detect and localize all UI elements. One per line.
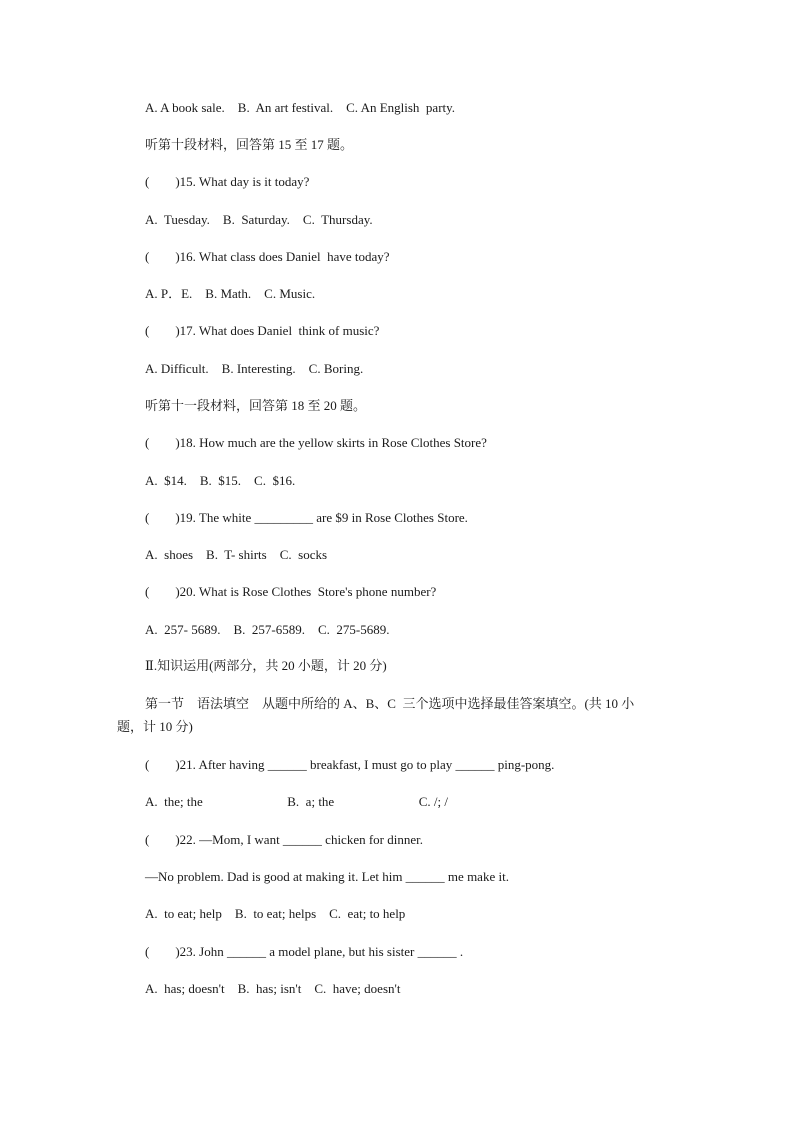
q17-question: ( )17. What does Daniel think of music? <box>145 323 380 338</box>
q23-options: A. has; doesn't B. has; isn't C. have; doesn't <box>145 981 401 996</box>
q17-options: A. Difficult. B. Interesting. C. Boring. <box>145 361 364 376</box>
section-1-instruction-cont: 题，计 10 分) <box>117 719 193 734</box>
section-1-instruction: 第一节 语法填空 从题中所给的 A、B、C 三个选项中选择最佳答案填空。(共 10 小 <box>145 696 635 711</box>
q18-options: A. $14. B. $15. C. $16. <box>145 473 296 488</box>
q14-options: A. A book sale. B. An art festival. C. An English party. <box>145 100 456 115</box>
q18-question: ( )18. How much are the yellow skirts in Rose Clothes Store? <box>145 435 487 450</box>
q19-question: ( )19. The white _________ are $9 in Rose Clothes Store. <box>145 510 468 525</box>
q16-options: A. P．E. B. Math. C. Music. <box>145 286 316 301</box>
section-10-instruction: 听第十段材料，回答第 15 至 17 题。 <box>145 137 354 152</box>
q19-options: A. shoes B. T- shirts C. socks <box>145 547 328 562</box>
q21-options: A. the; the B. a; the C. /; / <box>145 794 448 809</box>
q15-options: A. Tuesday. B. Saturday. C. Thursday. <box>145 212 373 227</box>
q21-question: ( )21. After having ______ breakfast, I must go to play ______ ping-pong. <box>145 757 555 772</box>
q22-dialogue-reply: —No problem. Dad is good at making it. Let him ______ me make it. <box>145 869 509 884</box>
q22-options: A. to eat; help B. to eat; helps C. eat; to help <box>145 906 406 921</box>
section-11-instruction: 听第十一段材料，回答第 18 至 20 题。 <box>145 398 367 413</box>
part-2-heading: Ⅱ.知识运用(两部分，共 20 小题，计 20 分) <box>145 658 387 673</box>
q20-options: A. 257- 5689. B. 257-6589. C. 275-5689. <box>145 622 390 637</box>
q20-question: ( )20. What is Rose Clothes Store's phone number? <box>145 584 437 599</box>
q22-question: ( )22. —Mom, I want ______ chicken for dinner. <box>145 832 424 847</box>
q16-question: ( )16. What class does Daniel have today? <box>145 249 390 264</box>
q15-question: ( )15. What day is it today? <box>145 174 310 189</box>
q23-question: ( )23. John ______ a model plane, but his sister ______ . <box>145 944 464 959</box>
